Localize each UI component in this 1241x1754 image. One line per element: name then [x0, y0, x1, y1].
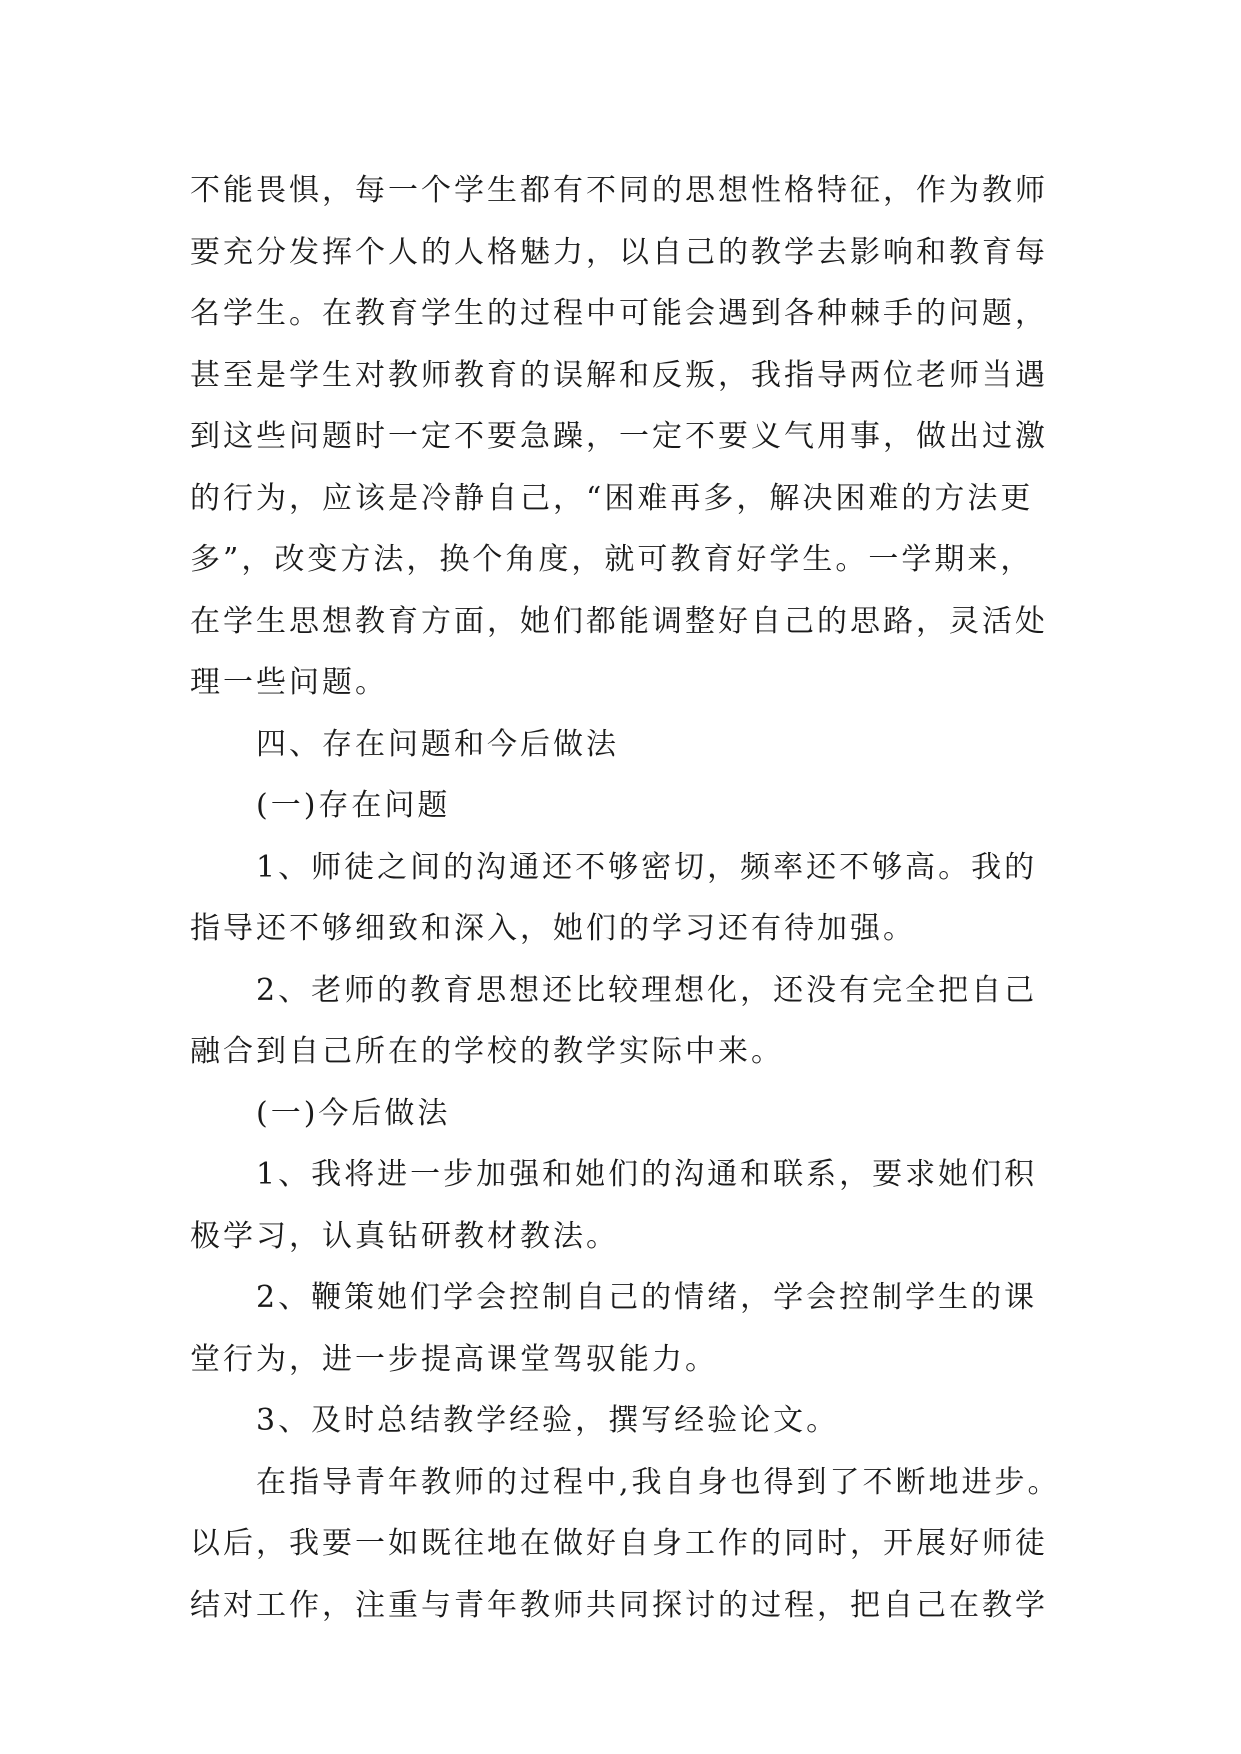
- text-line: 2、鞭策她们学会控制自己的情绪，学会控制学生的课: [256, 1280, 1038, 1315]
- document-body: [190, 160, 1070, 1636]
- section-heading: 四、存在问题和今后做法: [256, 726, 619, 762]
- text-line: 理一些问题。: [190, 665, 388, 700]
- subsection-heading: (一)今后做法: [256, 1095, 451, 1131]
- text-line: 的行为，应该是冷静自己，“困难再多，解决困难的方法更: [190, 480, 1034, 516]
- text-line: 指导还不够细致和深入，她们的学习还有待加强。: [190, 911, 916, 946]
- text-line: 1、师徒之间的沟通还不够密切，频率还不够高。我的: [256, 849, 1038, 885]
- text-line: 在指导青年教师的过程中,我自身也得到了不断地进步。: [256, 1464, 1061, 1500]
- text-line: 3、及时总结教学经验，撰写经验论文。: [256, 1403, 840, 1438]
- text-line: 甚至是学生对教师教育的误解和反叛，我指导两位老师当遇: [190, 357, 1048, 393]
- text-line: 到这些问题时一定不要急躁，一定不要义气用事，做出过激: [190, 419, 1048, 454]
- text-line: 结对工作，注重与青年教师共同探讨的过程，把自己在教学: [190, 1587, 1048, 1623]
- subsection-heading: (一)存在问题: [256, 788, 451, 823]
- text-line: 融合到自己所在的学校的教学实际中来。: [190, 1034, 784, 1069]
- text-line: 不能畏惧，每一个学生都有不同的思想性格特征，作为教师: [190, 173, 1048, 208]
- text-line: 以后，我要一如既往地在做好自身工作的同时，开展好师徒: [190, 1526, 1048, 1561]
- text-line: 1、我将进一步加强和她们的沟通和联系，要求她们积: [256, 1157, 1038, 1192]
- text-line: 要充分发挥个人的人格魅力，以自己的教学去影响和教育每: [190, 234, 1048, 270]
- text-line: 在学生思想教育方面，她们都能调整好自己的思路，灵活处: [190, 603, 1048, 639]
- text-line: 名学生。在教育学生的过程中可能会遇到各种棘手的问题，: [190, 296, 1048, 331]
- text-line: 2、老师的教育思想还比较理想化，还没有完全把自己: [256, 972, 1038, 1008]
- text-line: 极学习，认真钻研教材教法。: [190, 1218, 619, 1254]
- text-line: 堂行为，进一步提高课堂驾驭能力。: [190, 1341, 718, 1377]
- text-line: 多”，改变方法，换个角度，就可教育好学生。一学期来，: [190, 542, 1034, 577]
